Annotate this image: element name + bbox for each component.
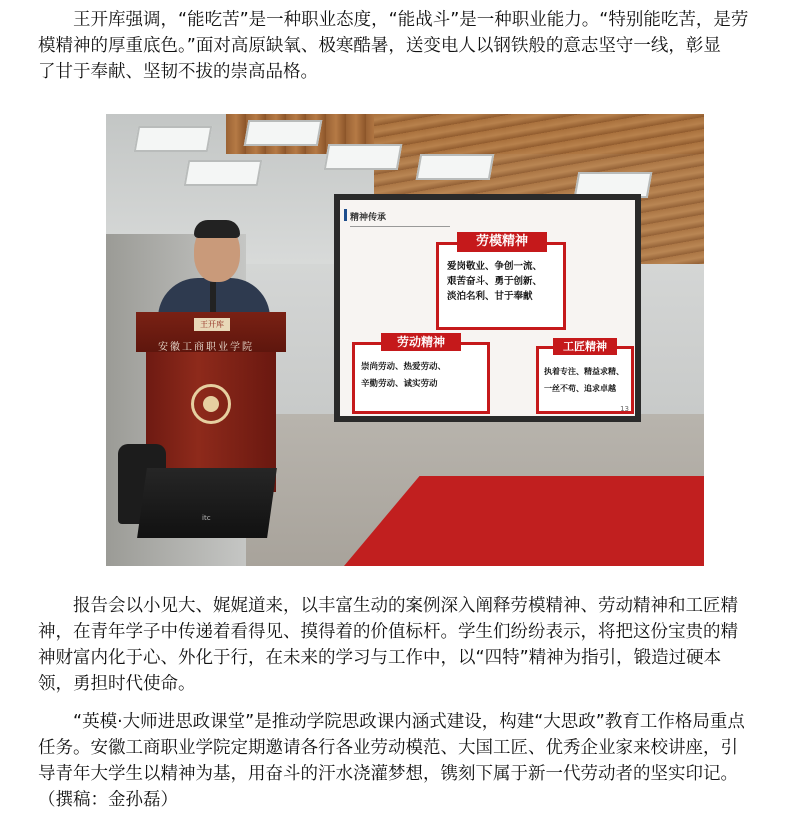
slide-header: 精神传承 — [350, 213, 387, 223]
paragraph-report — [38, 593, 772, 697]
paragraph-line: 了甘于奉献、坚韧不拔的崇高品格。 — [38, 62, 318, 82]
ceiling-light — [244, 120, 323, 146]
ceiling-light — [184, 160, 263, 186]
slide-box-model-worker: 劳模精神 爱岗敬业、争创一流、 艰苦奋斗、勇于创新、 淡泊名利、甘于奉献 — [436, 242, 566, 330]
slide-page-number: 13 — [620, 405, 629, 413]
ceiling-light — [324, 144, 403, 170]
ceiling-light — [416, 154, 495, 180]
author-credit: （撰稿：金孙磊） — [38, 790, 178, 810]
slide-box-labor: 劳动精神 崇尚劳动、热爱劳动、 辛勤劳动、诚实劳动 — [352, 342, 490, 414]
slide-box-craftsman: 工匠精神 执着专注、精益求精、 一丝不苟、追求卓越 — [536, 346, 634, 414]
ceiling-light — [134, 126, 213, 152]
paragraph-line: “英模·大师进思政课堂”是推动学院思政课内涵式建设，构建“大思政”教育工作格局重点 — [73, 712, 745, 732]
paragraph-line: 领，勇担时代使命。 — [38, 674, 196, 694]
slide-box-title: 工匠精神 — [553, 338, 617, 355]
slide-box-title: 劳模精神 — [457, 232, 547, 252]
paragraph-line: 导青年大学生以精神为基，用奋斗的汗水浇灌梦想，镌刻下属于新一代劳动者的坚实印记。 — [38, 764, 738, 784]
paragraph-line: 神，在青年学子中传递着看得见、摸得着的价值标杆。学生们纷纷表示，将把这份宝贵的精 — [38, 622, 738, 642]
microphone-icon — [210, 282, 216, 312]
paragraph-program — [38, 709, 772, 813]
podium-label: 安徽工商职业学院 — [158, 342, 254, 353]
paragraph-line: 报告会以小见大、娓娓道来，以丰富生动的案例深入阐释劳模精神、劳动精神和工匠精 — [73, 596, 738, 616]
paragraph-speech — [38, 7, 772, 85]
nameplate: 王开库 — [194, 318, 230, 331]
speaker-brand: itc — [202, 514, 211, 522]
paragraph-line: 任务。安徽工商职业学院定期邀请各行各业劳动模范、大国工匠、优秀企业家来校讲座，引 — [38, 738, 738, 758]
paragraph-line: 王开库强调，“能吃苦”是一种职业态度，“能战斗”是一种职业能力。“特别能吃苦，是劳 — [73, 10, 749, 30]
paragraph-line: 模精神的厚重底色。”面对高原缺氧、极寒酷暑，送变电人以钢铁般的意志坚守一线，彰显 — [38, 36, 721, 56]
lecture-photo — [106, 114, 704, 566]
projection-screen — [334, 194, 641, 422]
paragraph-line: 神财富内化于心、外化于行，在未来的学习与工作中，以“四特”精神为指引，锻造过硬本 — [38, 648, 722, 668]
slide-box-title: 劳动精神 — [381, 333, 461, 351]
floor-speaker — [137, 468, 277, 538]
